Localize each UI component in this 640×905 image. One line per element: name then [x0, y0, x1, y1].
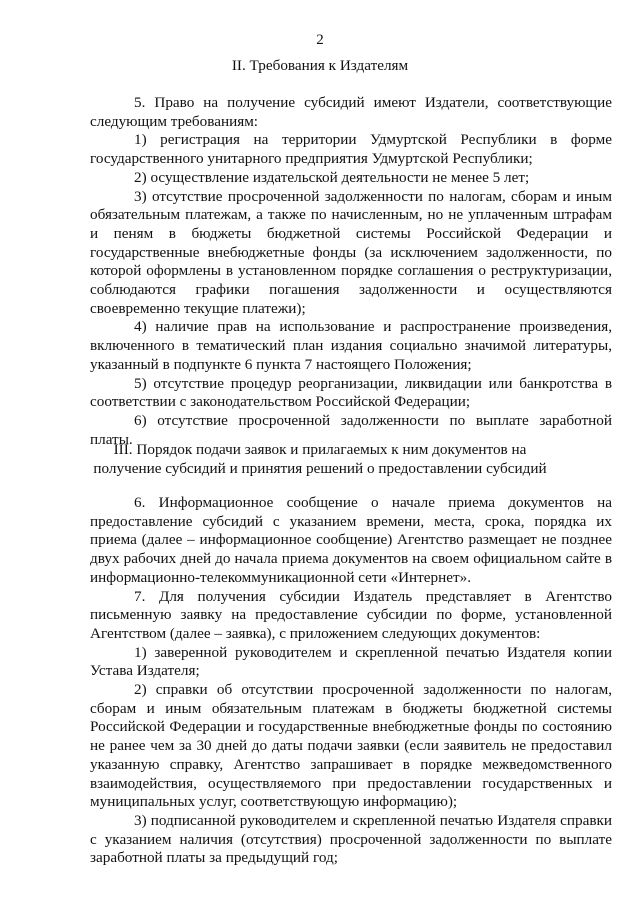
- section-3-title-line-1: III. Порядок подачи заявок и прилагаемых к ним документов на: [113, 441, 527, 458]
- paragraph-6: 6. Информационное сообщение о начале приема документов на предоставление субсидий с указанием времени, места, срока, порядка их приема (далее – информационное сообщение) Агентство размещает не позднее двух рабочих дней до начала приема документов на своем официальном сайте в информационно-телекоммуникационной сети «Интернет».: [90, 494, 612, 586]
- requirement-2: 2) осуществление издательской деятельности не менее 5 лет;: [134, 168, 530, 186]
- page-number: 2: [316, 32, 324, 48]
- document-item-3: 3) подписанной руководителем и скрепленной печатью Издателя справки с указанием наличия (отсутствия) просроченной задолженности по выплате заработной платы за предыдущий год;: [90, 811, 612, 867]
- section-3-body: [90, 494, 612, 868]
- document-item-1: 1) заверенной руководителем и скрепленной печатью Издателя копии Устава Издателя;: [90, 643, 612, 680]
- paragraph-7: 7. Для получения субсидии Издатель представляет в Агентство письменную заявку на предоставление субсидии по форме, установленной Агентством (далее – заявка), с приложением следующих документов:: [90, 587, 612, 642]
- requirement-5: 5) отсутствие процедур реорганизации, ликвидации или банкротства в соответствии с законодательством Российской Федерации;: [90, 374, 612, 411]
- requirement-6: 6) отсутствие просроченной задолженности по выплате заработной платы.: [90, 411, 612, 448]
- requirement-3: 3) отсутствие просроченной задолженности по налогам, сборам и иным обязательным платежам, а также по начисленным, но не уплаченным штрафам и пеням в бюджеты бюджетной системы Российской Федерации и государственные внебюджетные фонды (за исключением задолженности, по которой оформлены в установленном порядке соглашения о реструктуризации, соблюдаются графики погашения задолженности и осуществляются своевременно текущие платежи);: [90, 187, 612, 317]
- section-2-title: II. Требования к Издателям: [231, 57, 409, 74]
- requirement-4: 4) наличие прав на использование и распространение произведения, включенного в тематический план издания социально значимой литературы, указанный в подпункте 6 пункта 7 настоящего Положения;: [90, 318, 612, 373]
- requirement-1: 1) регистрация на территории Удмуртской Республики в форме государственного унитарного предприятия Удмуртской Республики;: [90, 131, 612, 168]
- section-3-title: [0, 440, 640, 478]
- section-2-body: [90, 94, 612, 449]
- section-3-title-line-2: получение субсидий и принятия решений о предоставлении субсидий: [93, 460, 547, 477]
- document-item-2: 2) справки об отсутствии просроченной задолженности по налогам, сборам и иным обязательным платежам в бюджеты бюджетной системы Российской Федерации и государственные внебюджетные фонды по состоянию не ранее чем за 30 дней до даты подачи заявки (если заявитель не предоставил указанную справку, Агентство запрашивает в порядке межведомственного взаимодействия, осуществляемого при предоставлении государственных и муниципальных услуг, соответствующую информацию);: [90, 681, 612, 811]
- paragraph-5: 5. Право на получение субсидий имеют Издатели, соответствующие следующим требованиям:: [90, 94, 612, 130]
